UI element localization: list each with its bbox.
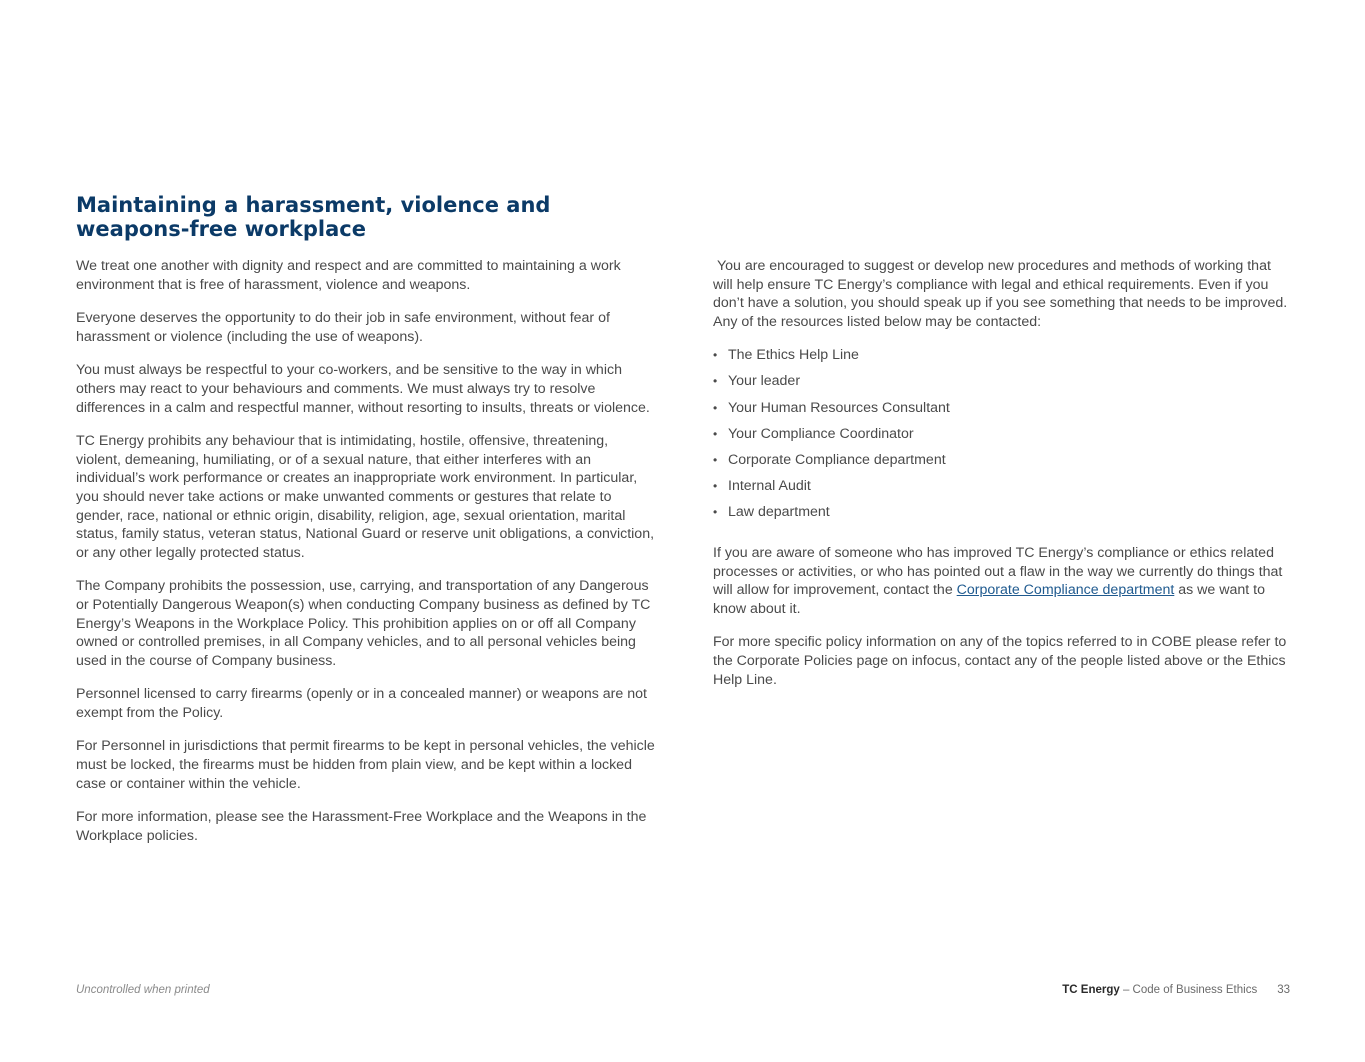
paragraph-respectful: You must always be respectful to your co-workers, and be sensitive to the way in which others may react to your behaviours and comments. We must always try to resolve differences in a calm and respectful manner, without resorting to insults, threats or violence. [76, 362, 650, 416]
footer-document-info [1062, 984, 1290, 996]
page-heading: Maintaining a harassment, violence and weapons-free workplace [76, 193, 551, 241]
paragraph-dignity: We treat one another with dignity and respect and are committed to maintaining a work environment that is free of harassment, violence and weapons. [76, 258, 621, 293]
resources-list [713, 346, 1293, 529]
paragraph-aware: If you are aware of someone who has improved TC Energy’s compliance or ethics related processes or activities, or who has pointed out a flaw in the way we currently do things that will allow for improvement, contact the Corporate Compliance department as we want to know about it. [713, 545, 1287, 617]
paragraph-prohibited-behaviour: TC Energy prohibits any behaviour that is intimidating, hostile, offensive, threatening, violent, demeaning, humiliating, or of a sexual nature, that either interferes with an individual’s work performance or creates an inappropriate work environment. In particular, you should never take actions or make unwanted comments or gestures that relate to gender, race, national or ethnic origin, disability, religion, age, sexual orientation, marital status, family status, veteran status, National Guard or reserve unit obligations, a conviction, or any other legally protected status. [76, 433, 655, 561]
paragraph-closing: For more specific policy information on any of the topics referred to in COBE please refer to the Corporate Policies page on infocus, contact any of the people listed above or the Ethics Help Line. [713, 634, 1287, 688]
list-item: • Your Human Resources Consultant [713, 399, 950, 416]
paragraph-safe-environment: Everyone deserves the opportunity to do their job in safe environment, without fear of harassment or violence (including the use of weapons). [76, 310, 610, 345]
footer-brand: TC Energy [1062, 984, 1120, 996]
list-item: • Your Compliance Coordinator [713, 425, 914, 442]
paragraph-encouraged: You are encouraged to suggest or develop new procedures and methods of working that will help ensure TC Energy’s compliance with legal and ethical requirements. Even if you don’t have a solution, you should speak up if you see something that needs to be improved. Any of the resources listed below may be contacted: [713, 258, 1291, 330]
bullet: • [713, 426, 718, 441]
list-item: • Law department [713, 503, 830, 520]
paragraph-weapons-prohibition: The Company prohibits the possession, use, carrying, and transportation of any Dangerous or Potentially Dangerous Weapon(s) when conducting Company business as defined by TC Energy’s Weapons in the Workplace Policy. This prohibition applies on or off all Company owned or controlled premises, in all Company vehicles, and to all personal vehicles being used in the course of Company business. [76, 578, 651, 669]
paragraph-licensed-personnel: Personnel licensed to carry firearms (openly or in a concealed manner) or weapons are not exempt from the Policy. [76, 686, 647, 721]
bullet: • [713, 478, 718, 493]
list-item: • Corporate Compliance department [713, 451, 946, 468]
bullet: • [713, 400, 718, 415]
footer-disclaimer: Uncontrolled when printed [76, 984, 210, 996]
list-item: • The Ethics Help Line [713, 347, 859, 364]
bullet: • [713, 504, 718, 519]
left-column [76, 257, 656, 860]
paragraph-more-information: For more information, please see the Harassment-Free Workplace and the Weapons in the Workplace policies. [76, 809, 647, 844]
paragraph-firearms-vehicles: For Personnel in jurisdictions that permit firearms to be kept in personal vehicles, the vehicle must be locked, the firearms must be hidden from plain view, and be kept within a locked case or container within the vehicle. [76, 738, 655, 792]
footer-doc-title: – Code of Business Ethics [1119, 984, 1258, 996]
bullet: • [713, 452, 718, 467]
list-item: • Your leader [713, 373, 801, 390]
bullet: • [713, 374, 718, 389]
page-number: 33 [1277, 984, 1290, 996]
bullet: • [713, 348, 718, 363]
right-column [713, 257, 1293, 704]
list-item: • Internal Audit [713, 477, 811, 494]
corporate-compliance-link[interactable]: Corporate Compliance department [956, 582, 1175, 599]
